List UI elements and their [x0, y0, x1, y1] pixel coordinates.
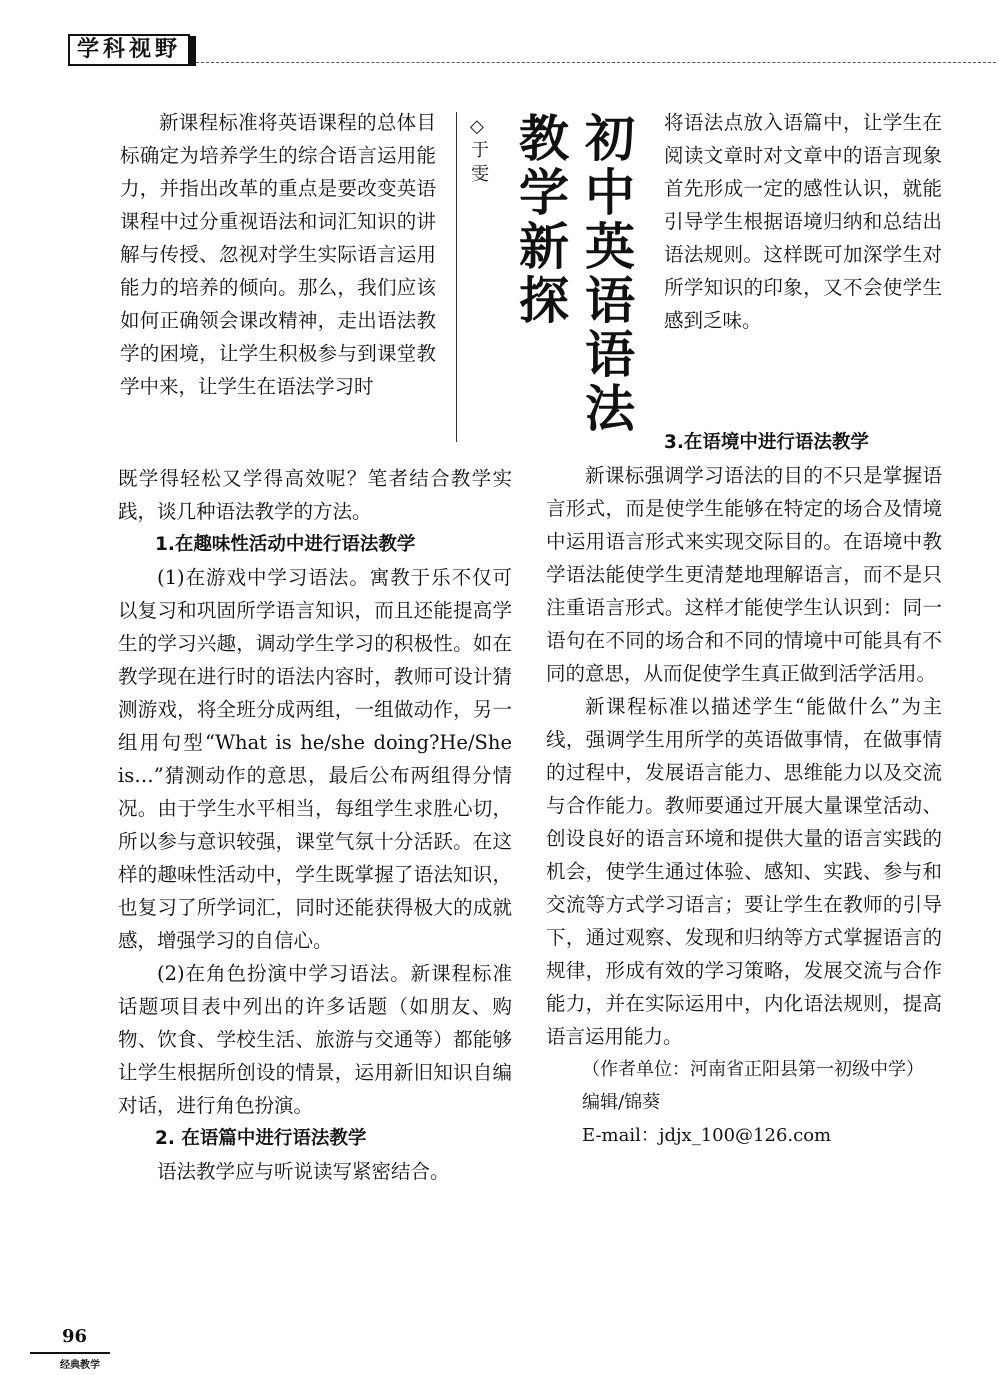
section-3-paragraph-2: 新课程标准以描述学生“能做什么”为主线，强调学生用所学的英语做事情，在做事情的过程中，发展语言能力、思维能力以及交流与合作能力。教师要通过开展大量课堂活动、创设良好的语言环境和提供大量的语言实践的机会，使学生通过体验、感知、实践、参与和交流等方式学习语言；要让学生在教师的引导下，通过观察、发现和归纳等方式掌握语言的规律，形成有效的学习策略，发展交流与合作能力，并在实际运用中，内化语法规则，提高语言运用能力。: [546, 695, 942, 1048]
section-2-paragraph-continued: 将语法点放入语篇中，让学生在阅读文章时对文章中的语言现象首先形成一定的感性认识，就能引导学生根据语境归纳和总结出语法规则。这样既可加深学生对所学知识的印象，又不会使学生感到乏味。: [664, 111, 942, 332]
section-3-heading: 3.在语境中进行语法教学: [664, 432, 869, 453]
section-tag: 学科视野: [68, 34, 190, 66]
intro-paragraph-continued: 既学得轻松又学得高效呢？笔者结合教学实践，谈几种语法教学的方法。: [118, 467, 512, 523]
page-number: 96: [62, 1326, 88, 1347]
header-rule: [196, 62, 996, 64]
section-2-heading: 2. 在语篇中进行语法教学: [155, 1128, 367, 1149]
editor-email: E-mail：jdjx_100@126.com: [582, 1125, 832, 1146]
section-2-paragraph-1: 语法教学应与听说读写紧密结合。: [157, 1160, 450, 1183]
section-1-paragraph-1: (1)在游戏中学习语法。寓教于乐不仅可以复习和巩固所学语言知识，而且还能提高学生的学习兴趣，调动学生学习的积极性。如在教学现在进行时的语法内容时，教师可设计猜测游戏，将全班分成两组，一组做动作，另一组用句型“What is he/she doing?He/She is…”猜测动作的意思，最后公布两组得分情况。由于学生水平相当，每组学生求胜心切，所以参与意识较强，课堂气氛十分活跃。在这样的趣味性活动中，学生既掌握了语法知识，也复习了所学词汇，同时还能获得极大的成就感，增强学习的自信心。: [118, 566, 512, 952]
author-affiliation: （作者单位：河南省正阳县第一初级中学）: [582, 1059, 924, 1080]
author-marker-icon: ◇: [470, 116, 484, 137]
right-top-column: [664, 106, 942, 337]
section-1-paragraph-2: (2)在角色扮演中学习语法。新课程标准话题项目表中列出的许多话题（如朋友、购物、饮食、学校生活、旅游与交通等）都能够让学生根据所创设的情景，运用新旧知识自编对话，进行角色扮演。: [118, 962, 512, 1117]
intro-column: [120, 106, 436, 403]
footer-rule: [30, 1352, 110, 1354]
section-1-heading: 1.在趣味性活动中进行语法教学: [155, 534, 416, 555]
editor-credit: 编辑/锦葵: [582, 1092, 661, 1113]
left-column: [118, 462, 512, 1188]
journal-name: 经典教学: [60, 1360, 100, 1371]
intro-paragraph: 新课程标准将英语课程的总体目标确定为培养学生的综合语言运用能力，并指出改革的重点是要改变英语课程中过分重视语法和词汇知识的讲解与传授、忽视对学生实际语言运用能力的培养的倾向。那么，我们应该如何正确领会课改精神，走出语法教学的困境，让学生积极参与到课堂教学中来，让学生在语法学习时: [120, 111, 436, 398]
right-column: [546, 426, 942, 1152]
article-title-line1: 初中英语语法: [577, 112, 635, 436]
section-3-paragraph-1: 新课标强调学习语法的目的不只是掌握语言形式，而是使学生能够在特定的场合及情境中运用语言形式来实现交际目的。在语境中教学语法能使学生更清楚地理解语言，而不是只注重语言形式。这样才能使学生认识到：同一语句在不同的场合和不同的情境中可能具有不同的意思，从而促使学生真正做到活学活用。: [546, 464, 942, 685]
article-title-line2: 教学新探: [511, 112, 569, 328]
title-divider: [456, 112, 457, 442]
author-name: 于雯: [468, 140, 489, 188]
